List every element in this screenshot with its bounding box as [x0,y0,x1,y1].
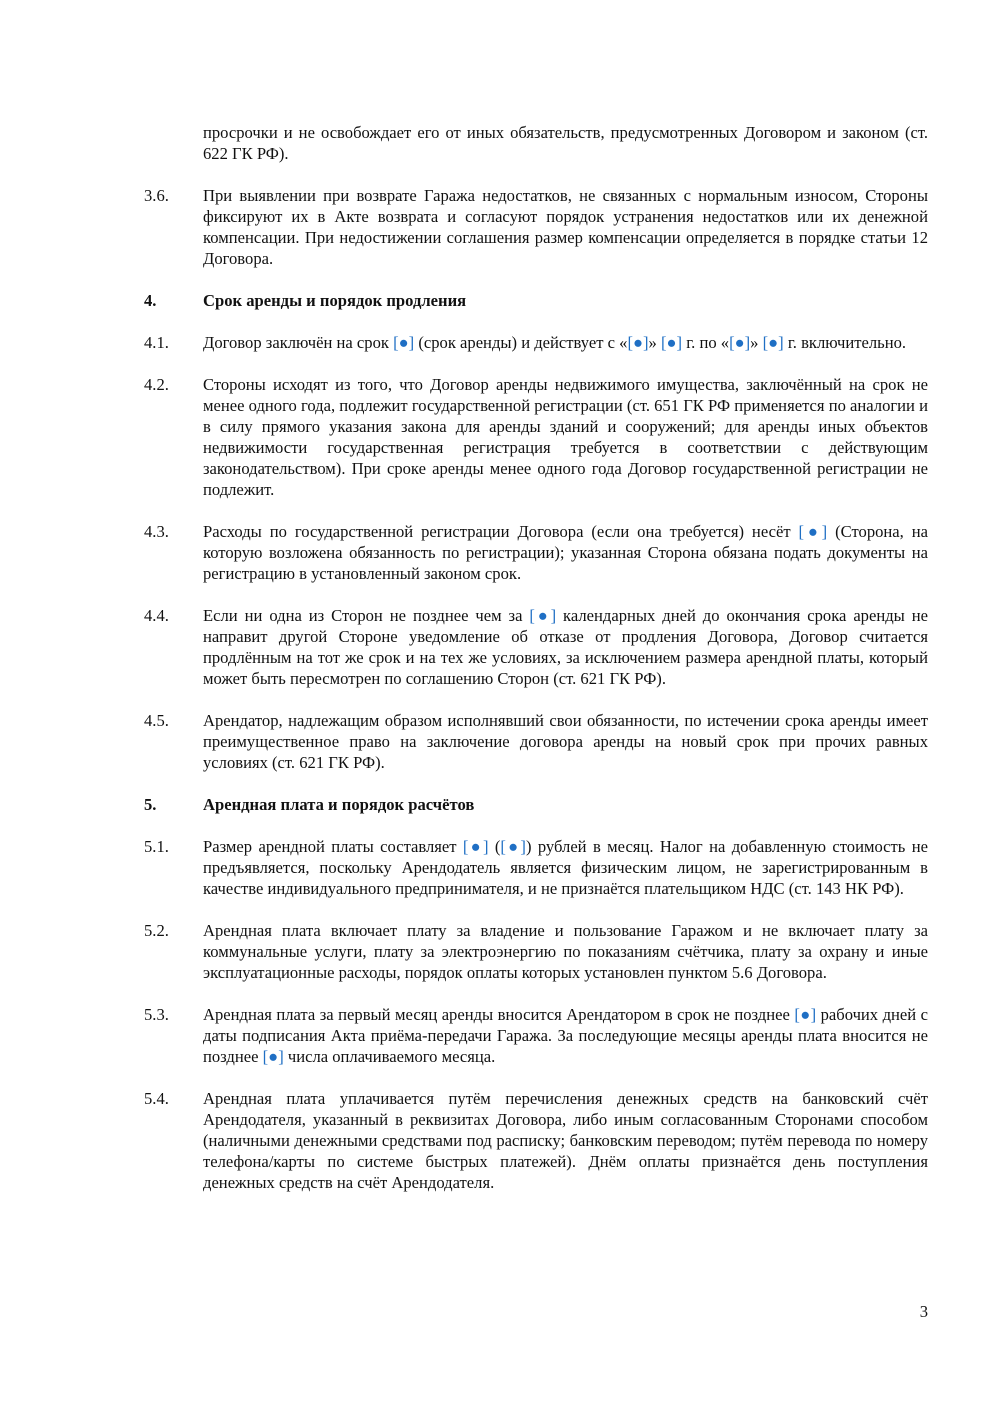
placeholder-field: [●] [729,333,751,352]
clause-text-part: числа оплачиваемого месяца. [283,1047,496,1066]
clause-4-4 [144,605,928,689]
clause-text-part: (срок аренды) и действует с « [414,333,628,352]
clause-text-part: Расходы по государственной регистрации Договора (если она требуется) несёт [203,522,799,541]
section-4-heading [144,290,928,311]
clause-number: 5.3. [144,1005,169,1024]
clause-number: 4.2. [144,375,169,394]
clause-text-part: рабочих дней с даты подписания Акта приёма-передачи Гаража. За последующие месяцы аренды плата вносится не позднее [203,1005,929,1066]
clause-text-part: Договор заключён на срок [203,333,394,352]
clause-text-part: календарных дней до окончания срока аренды не направит другой Стороне уведомление об отказе от продления Договора, Договор считается продлённым на тот же срок и на тех же условиях, за исключением размера арендной платы, который может быть пересмотрен по соглашению Сторон (ст. 621 ГК РФ). [203,606,929,688]
placeholder-field: [●] [393,333,415,352]
clause-text-part: » [648,333,661,352]
clause-number: 5.1. [144,837,169,856]
clause-text: Стороны исходят из того, что Договор аренды недвижимого имущества, заключённый на срок не менее одного года, подлежит государственной регистрации (ст. 651 ГК РФ применяется по аналогии и в силу прямого указания закона для аренды зданий и сооружений; для аренды иных объектов недвижимости государственная регистрация требуется в соответствии с действующим законодательством). При сроке аренды менее одного года Договор государственной регистрации не подлежит. [203,375,928,499]
clause-text: Арендная плата уплачивается путём перечисления денежных средств на банковский счёт Арендодателя, указанный в реквизитах Договора, либо иным согласованным Сторонами способом (наличными денежными средствами под расписку; банковским переводом; путём перевода по номеру телефона/карты по системе быстрых платежей). Днём оплаты признаётся день поступления денежных средств на счёт Арендодателя. [203,1089,928,1192]
clause-number: 5.4. [144,1089,169,1108]
clause-4-1 [144,332,928,353]
clause-number: 4.5. [144,711,169,730]
clause-text-part: г. включительно. [783,333,907,352]
clause-4-5 [144,710,928,773]
section-number: 5. [144,795,157,814]
clause-5-3 [144,1004,928,1067]
page-number: 3 [919,1302,928,1321]
clause-number: 5.2. [144,921,169,940]
placeholder-field: [●] [462,837,489,856]
continuation-text: просрочки и не освобождает его от иных обязательств, предусмотренных Договором и законом (ст. 622 ГК РФ). [203,123,928,163]
clause-5-1 [144,836,928,899]
clause-text: При выявлении при возврате Гаража недостатков, не связанных с нормальным износом, Стороны фиксируют их в Акте возврата и согласуют порядок устранения недостатков или их денежной компенсации. При недостижении соглашения размер компенсации определяется в порядке статьи 12 Договора. [203,186,928,268]
placeholder-field: [●] [794,1005,817,1024]
clause-3-6 [144,185,928,269]
section-title: Арендная плата и порядок расчётов [203,795,475,814]
clause-4-3 [144,521,928,584]
clause-text-part: Размер арендной платы составляет [203,837,463,856]
section-5-heading [144,794,928,815]
placeholder-field: [●] [661,333,683,352]
clause-number: 3.6. [144,186,169,205]
clause-number: 4.1. [144,333,169,352]
clause-text-part: г. по « [682,333,730,352]
placeholder-field: [●] [762,333,784,352]
clause-text-part: Арендная плата за первый месяц аренды вносится Арендатором в срок не позднее [203,1005,795,1024]
placeholder-field: [●] [798,522,828,541]
clause-5-2 [144,920,928,983]
section-title: Срок аренды и порядок продления [203,291,467,310]
placeholder-field: [●] [627,333,649,352]
placeholder-field: [●] [529,606,557,625]
placeholder-field: [●] [500,837,526,856]
clause-text-part: » [750,333,763,352]
clause-4-2 [144,374,928,500]
clause-text-part: ) рублей в месяц. Налог на добавленную стоимость не предъявляется, поскольку Арендодатель является физическим лицом, не зарегистрированным в качестве индивидуального предпринимателя, и не признаётся плательщиком НДС (ст. 143 НК РФ). [203,837,928,898]
clause-text: Арендная плата включает плату за владение и пользование Гаражом и не включает плату за коммунальные услуги, плату за электроэнергию по показаниям счётчика, плату за охрану и иные эксплуатационные расходы, порядок оплаты которых установлен пунктом 5.6 Договора. [203,921,928,982]
clause-text-part: (Сторона, на которую возложена обязанность по регистрации); указанная Сторона обязана подать документы на регистрацию в установленный законом срок. [203,522,928,583]
clause-text: Арендатор, надлежащим образом исполнявший свои обязанности, по истечении срока аренды имеет преимущественное право на заключение договора аренды на новый срок при прочих равных условиях (ст. 621 ГК РФ). [203,711,928,772]
continuation-paragraph [144,122,928,164]
clause-5-4 [144,1088,928,1193]
clause-text-part: Если ни одна из Сторон не позднее чем за [203,606,530,625]
document-body [144,122,928,1214]
clause-text-part: ( [488,837,501,856]
clause-number: 4.3. [144,522,169,541]
clause-number: 4.4. [144,606,169,625]
placeholder-field: [●] [262,1047,284,1066]
section-number: 4. [144,291,157,310]
